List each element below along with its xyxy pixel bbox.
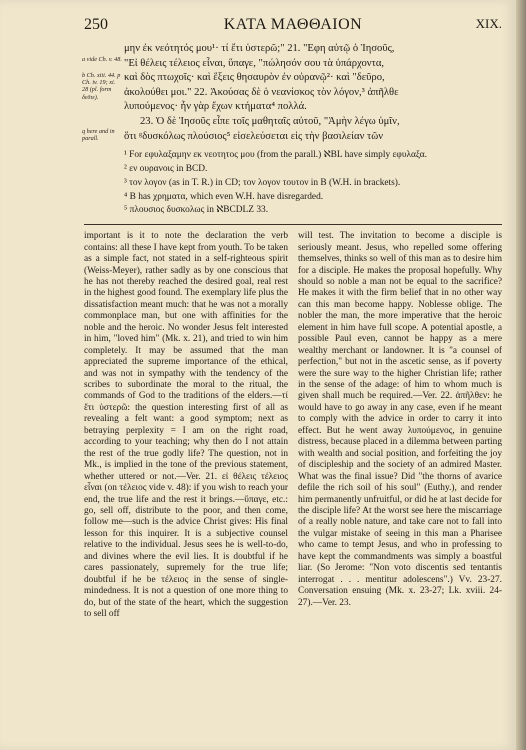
footnote: ² εν ουρανοις in BCD.: [124, 163, 208, 174]
footnote: ¹ For εφυλαξαμην εκ νεοτητος μου (from the parall.) ℵBL have simply εφυλαξα.: [124, 150, 428, 161]
section-divider: [84, 224, 502, 225]
book-title: ΚΑΤΑ ΜΑΘΘΑΙΟΝ: [223, 16, 363, 33]
commentary-paragraph: important is it to note the declaration the verb contains: all these I have kept from youth. To be taken as a simple fact, not stated in a self-righteous spirit (Weiss-Meyer), rather sadly as by one conscious that he has not thereby reached the desired goal, real rest in the highest good found. The exemplary life plus the dissatisfaction meant much: that he was not a morally commonplace man, but one with affinities for the noble and the heroic. No wonder Jesus felt interested in him, "loved him" (Mk. x. 21), and tried to win him completely. It may be assumed that the man appreciated the supreme importance of the ethical, and was not in sympathy with the tendency of the scribes to subordinate the moral to the ritual, the commands of God to the traditions of the elders.—τί ἔτι ὑστερῶ: the question interesting first of all as revealing a felt want: a good symptom; next as betraying perplexity = I am on the right road, according to your teaching; why then do I not attain the rest of the true godly life? The question, not in Mk., is implied in the tone of the previous statement, whether uttered or not.—Ver. 21. εἰ θέλεις τέλειος εἶναι (on τέλειος vide v. 48): if you wish to reach your end, the true life and the rest it brings.—ὕπαγε, etc.: go, sell off, distribute to the poor, and then come, follow me—such is the advice Christ gives: His final lesson for this inquirer. It is a subjective counsel relative to the individual. Jesus sees he is well-to-do, and divines where the evil lies. It is doubtful if he cares passionately, supremely for the true life; doubtful if he be τέλειος in the sense of single-mindedness. It is not a question of one more thing to do, but of the state of the heart, which the suggestion to sell off: [84, 231, 288, 620]
chapter-number: XIX.: [475, 16, 502, 31]
margin-note: a vide Ch. v. 48.: [82, 56, 122, 63]
footnotes: [84, 149, 502, 218]
page-content: [84, 16, 502, 621]
greek-line: "Εἰ θέλεις τέλειος εἶναι, ὕπαγε, "πώλησόν σου τὰ ὑπάρχοντα,: [124, 57, 385, 69]
greek-text: [84, 42, 502, 144]
page-edge: [516, 0, 526, 750]
commentary-right-column: [298, 231, 502, 620]
greek-line: μην ἐκ νεότητός μου¹· τί ἔτι ὑστερῶ;" 21. "Εφη αὐτῷ ὁ Ἰησοῦς,: [124, 43, 395, 54]
greek-line: 23. Ὁ δὲ Ἰησοῦς εἶπε τοῖς μαθηταῖς αὐτοῦ, "Ἀμὴν λέγω ὑμῖν,: [140, 115, 400, 127]
commentary-paragraph: will test. The invitation to become a disciple is seriously meant. Jesus, who repelled some offering themselves, thinks so well of this man as to desire him for a disciple. He makes the proposal hopefully. Why should so noble a man not be equal to the sacrifice? He makes it with the firm belief that in no other way can this man become happy. Noblesse oblige. The nobler the man, the more imperative that the heroic element in him have full scope. A potential apostle, a possible Paul even, cannot be happy as a mere wealthy merchant or landowner. It is "a counsel of perfection," but not in the ascetic sense, as if poverty were the sure way to the higher Christian life; rather in the sense of the adage: of him to whom much is given shall much be required.—Ver. 22. ἀπῆλθεν: he would have to go away in any case, even if he meant to comply with the advice in order to carry it into effect. But he went away λυπούμενος, in genuine distress, because placed in a dilemma between parting with wealth and social position, and forfeiting the joy of discipleship and the society of an admired Master. What was the final issue? Did "the thorns of avarice defile the rich soil of his soul" (Euthy.), and render him permanently unfruitful, or did he at last decide for the disciple life? At the worst see here the miscarriage of a really noble nature, and take care not to fall into the vulgar mistake of seeing in this man a Pharisee who came to tempt Jesus, and who in professing to have kept the commandments was simply a boastful liar. (So Jerome: "Non voto discentis sed tentantis interrogat . . . mentitur adolescens".) Vv. 23-27. Conversation ensuing (Mk. x. 23-27; Lk. xviii. 24-27).—Ver. 23.: [298, 231, 502, 608]
greek-line: ὅτι ᵍδυσκόλως πλούσιος⁵ εἰσελεύσεται εἰς τὴν βασιλείαν τῶν: [124, 130, 384, 142]
greek-line: καὶ δὸς πτωχοῖς· καὶ ἕξεις θησαυρὸν ἐν οὐρανῷ²· καὶ "δεῦρο,: [124, 72, 385, 84]
commentary: [84, 231, 502, 620]
running-header: [84, 16, 502, 42]
margin-note: b Ch. xiii. 44. p Ch. iv. 19; xi. 28 (pl. form δεῦτε).: [82, 72, 121, 101]
page-number: 250: [84, 16, 108, 33]
greek-line: ἀκολούθει μοι." 22. Ἀκούσας δὲ ὁ νεανίσκος τὸν λόγον,³ ἀπῆλθε: [124, 86, 399, 98]
footnote: ³ τον λογον (as in T. R.) in CD; τον λογον τουτον in B (W.H. in brackets).: [124, 177, 401, 188]
footnote: ⁴ B has χρηματα, which even W.H. have disregarded.: [124, 191, 324, 202]
margin-note: q here and in parall.: [82, 128, 115, 143]
commentary-left-column: [84, 231, 288, 620]
footnote: ⁵ πλουσιος δυσκολως in ℵBCDLZ 33.: [124, 205, 269, 216]
greek-line: λυπούμενος· ἦν γὰρ ἔχων κτήματα⁴ πολλά.: [124, 101, 307, 113]
